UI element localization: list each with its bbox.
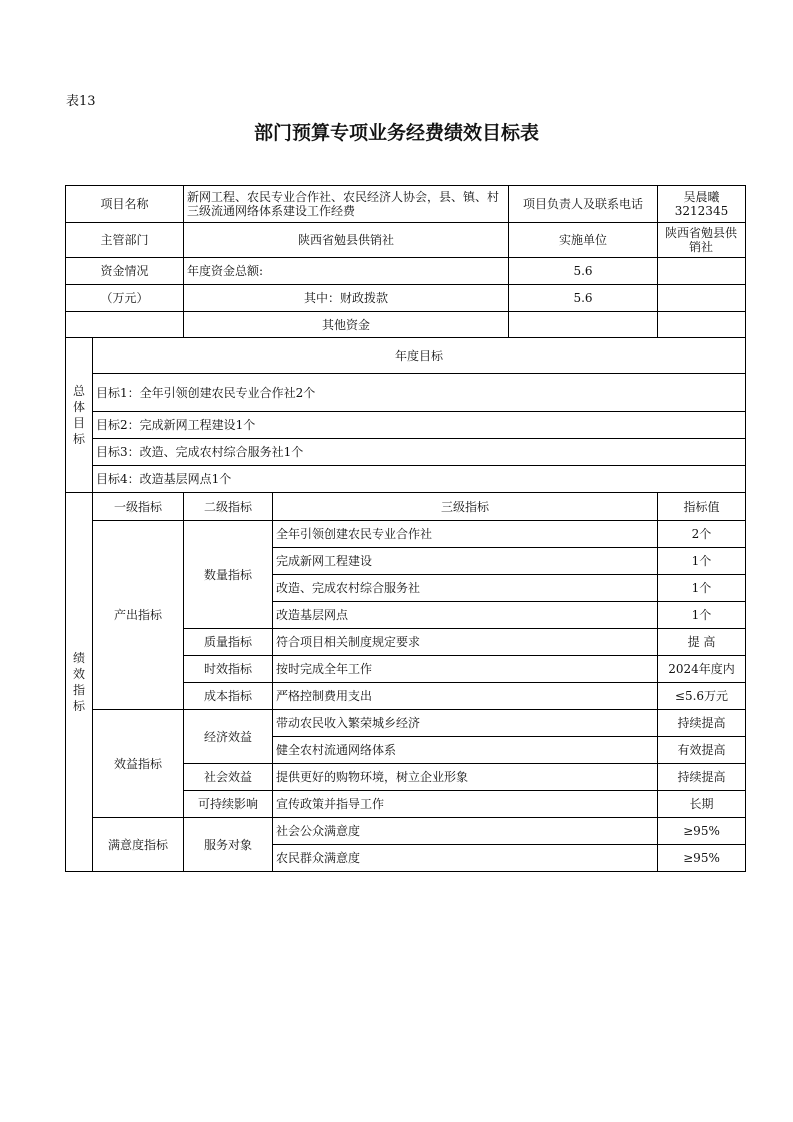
level3-item: 社会公众满意度 — [276, 824, 361, 838]
contact-info — [658, 186, 745, 222]
dept-label: 主管部门 — [100, 233, 149, 247]
level2-quality: 质量指标 — [203, 635, 252, 649]
dept-value: 陕西省勉县供销社 — [297, 233, 394, 247]
funds-total-label: 年度资金总额: — [187, 264, 264, 278]
level2-cost: 成本指标 — [203, 689, 252, 703]
indicator-value: 2个 — [691, 527, 712, 541]
indicator-value: 持续提高 — [677, 770, 726, 784]
indicator-value: ≥95% — [683, 824, 720, 838]
header-level2: 二级指标 — [203, 499, 252, 514]
indicator-value: ≤5.6万元 — [674, 689, 729, 703]
level3-item: 改造、完成农村综合服务社 — [276, 581, 421, 595]
indicator-value: 提 高 — [687, 635, 716, 649]
overall-goals-label: 总体目标 — [72, 384, 85, 446]
level3-item: 符合项目相关制度规定要求 — [276, 635, 421, 649]
level3-item: 按时完成全年工作 — [276, 662, 373, 676]
level2-economic: 经济效益 — [203, 729, 252, 744]
funds-label: 资金情况 — [100, 264, 149, 278]
level3-item: 改造基层网点 — [276, 608, 349, 622]
funds-total-value: 5.6 — [573, 264, 593, 278]
indicator-value: 1个 — [691, 581, 712, 595]
level1-benefit: 效益指标 — [113, 756, 162, 771]
project-name-value: 新网工程、农民专业合作社、农民经济人协会，县、镇、村三级流通网络体系建设工作经费 — [187, 190, 500, 218]
level2-timeliness: 时效指标 — [203, 662, 252, 676]
annual-goals-header: 年度目标 — [394, 348, 443, 363]
level3-item: 全年引领创建农民专业合作社 — [276, 527, 433, 541]
level3-item: 带动农民收入繁荣城乡经济 — [276, 716, 421, 730]
header-level1: 一级指标 — [113, 499, 162, 514]
contact-phone: 3212345 — [674, 204, 729, 218]
project-name-label: 项目名称 — [100, 197, 149, 211]
indicator-value: 2024年度内 — [668, 662, 735, 676]
indicator-value: ≥95% — [683, 851, 720, 865]
level3-item: 完成新网工程建设 — [276, 554, 373, 568]
level3-item: 健全农村流通网络体系 — [276, 743, 397, 757]
impl-unit-label: 实施单位 — [558, 233, 607, 247]
page-title: 部门预算专项业务经费绩效目标表 — [253, 122, 539, 144]
level1-output: 产出指标 — [113, 608, 162, 622]
goal-item: 目标3：改造、完成农村综合服务社1个 — [96, 445, 304, 459]
funds-other-label: 其他资金 — [321, 317, 370, 332]
funds-fiscal-label: 其中：财政拨款 — [303, 291, 388, 305]
goal-item: 目标4：改造基层网点1个 — [96, 472, 232, 486]
level3-item: 提供更好的购物环境，树立企业形象 — [276, 770, 469, 784]
indicator-value: 1个 — [691, 608, 712, 622]
table-number: 表13 — [66, 94, 96, 109]
indicator-value: 1个 — [691, 554, 712, 568]
level2-service-target: 服务对象 — [203, 837, 252, 852]
contact-label: 项目负责人及联系电话 — [522, 197, 643, 211]
contact-name: 吴晨曦 — [683, 190, 720, 204]
level3-item: 宣传政策并指导工作 — [276, 797, 385, 811]
funds-unit: （万元） — [100, 291, 149, 305]
level2-sustainable: 可持续影响 — [197, 797, 258, 811]
goal-item: 目标2：完成新网工程建设1个 — [96, 418, 256, 432]
level3-item: 农民群众满意度 — [276, 851, 361, 865]
indicator-value: 持续提高 — [677, 716, 726, 730]
level2-quantity: 数量指标 — [203, 567, 252, 582]
goal-item: 目标1：全年引领创建农民专业合作社2个 — [96, 385, 316, 400]
indicator-value: 长期 — [689, 797, 714, 811]
indicator-value: 有效提高 — [677, 743, 726, 757]
performance-indicators-label: 绩效指标 — [72, 651, 85, 713]
header-level3: 三级指标 — [440, 499, 489, 514]
header-value: 指标值 — [683, 499, 720, 514]
funds-fiscal-value: 5.6 — [573, 291, 593, 305]
level2-social: 社会效益 — [203, 770, 252, 784]
level1-satisfaction: 满意度指标 — [107, 837, 168, 852]
impl-unit-value: 陕西省勉县供销社 — [664, 226, 737, 254]
level3-item: 严格控制费用支出 — [276, 689, 373, 703]
